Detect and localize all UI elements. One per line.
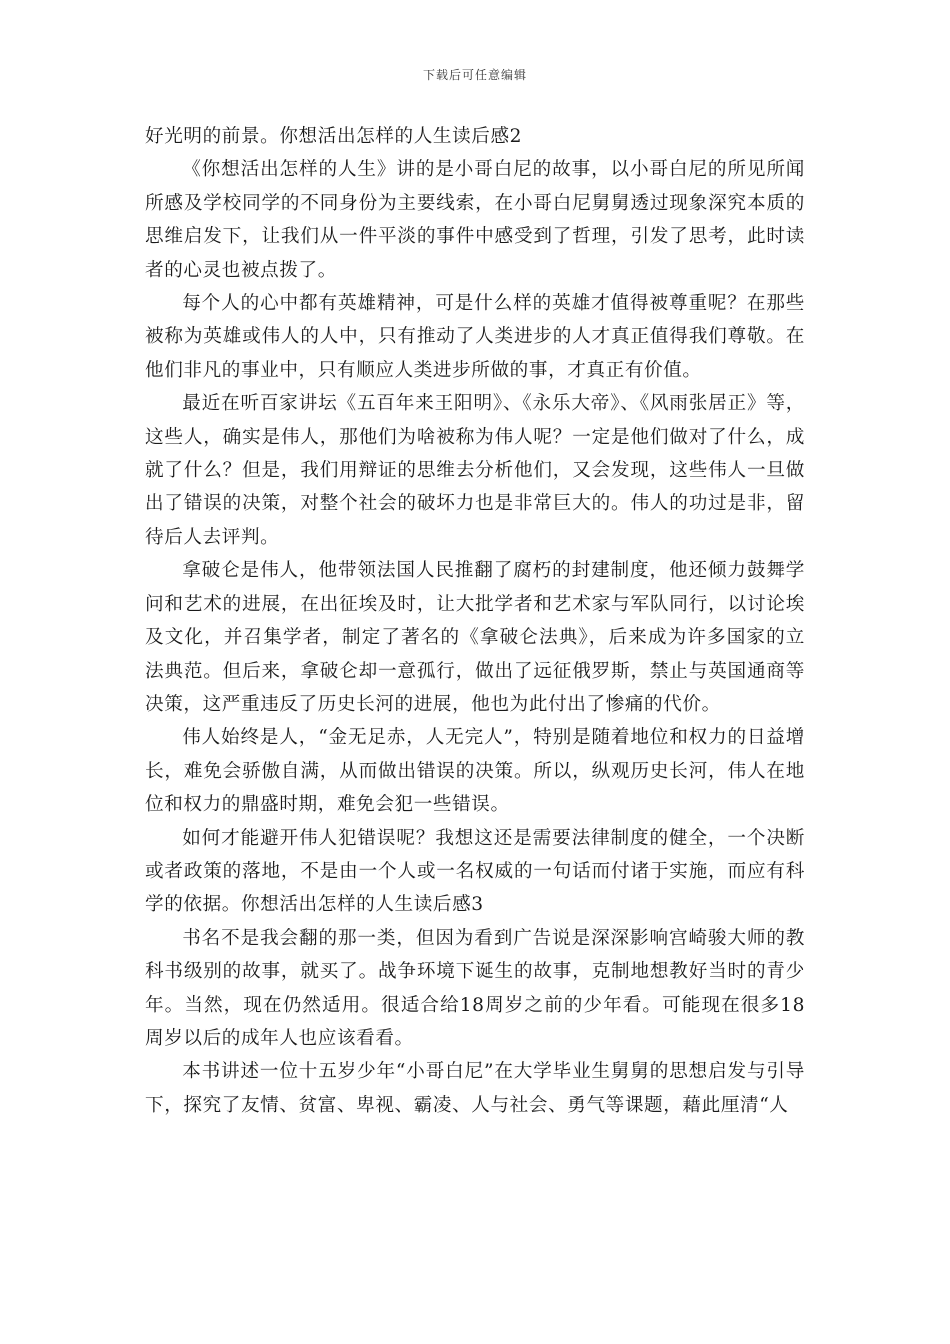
- paragraph-1: 好光明的前景。你想活出怎样的人生读后感2: [145, 126, 523, 147]
- paragraph-5: 拿破仑是伟人，他带领法国人民推翻了腐朽的封建制度，他还倾力鼓舞学问和艺术的进展，在出征埃及时，让大批学者和艺术家与军队同行，以讨论埃及文化，并召集学者，制定了著名的《拿破仑法典》，后来成为许多国家的立法典范。但后来，拿破仑却一意孤行，做出了远征俄罗斯，禁止与英国通商等决策，这严重违反了历史长河的进展，他也为此付出了惨痛的代价。: [145, 560, 805, 715]
- paragraph-8: 书名不是我会翻的那一类，但因为看到广告说是深深影响宫崎骏大师的教科书级别的故事，就买了。战争环境下诞生的故事，克制地想教好当时的青少年。当然，现在仍然适用。很适合给18周岁之前的少年看。可能现在很多18周岁以后的成年人也应该看看。: [145, 927, 805, 1049]
- paragraph-2: 《你想活出怎样的人生》讲的是小哥白尼的故事，以小哥白尼的所见所闻所感及学校同学的不同身份为主要线索，在小哥白尼舅舅透过现象深究本质的思维启发下，让我们从一件平淡的事件中感受到了哲理，引发了思考，此时读者的心灵也被点拨了。: [145, 159, 805, 281]
- paragraph-4: 最近在听百家讲坛《五百年来王阳明》、《永乐大帝》、《风雨张居正》等，这些人，确实是伟人，那他们为啥被称为伟人呢？一定是他们做对了什么，成就了什么？但是，我们用辩证的思维去分析他们，又会发现，这些伟人一旦做出了错误的决策，对整个社会的破坏力也是非常巨大的。伟人的功过是非，留待后人去评判。: [145, 393, 805, 548]
- document-body: [145, 120, 805, 1122]
- paragraph-6: 伟人始终是人，“金无足赤，人无完人”，特别是随着地位和权力的日益增长，难免会骄傲自满，从而做出错误的决策。所以，纵观历史长河，伟人在地位和权力的鼎盛时期，难免会犯一些错误。: [145, 727, 805, 816]
- paragraph-7: 如何才能避开伟人犯错误呢？我想这还是需要法律制度的健全，一个决断或者政策的落地，不是由一个人或一名权威的一句话而付诸于实施，而应有科学的依据。你想活出怎样的人生读后感3: [145, 827, 805, 916]
- paragraph-9: 本书讲述一位十五岁少年“小哥白尼”在大学毕业生舅舅的思想启发与引导下，探究了友情、贫富、卑视、霸凌、人与社会、勇气等课题，藉此厘清“人: [145, 1061, 805, 1116]
- paragraph-3: 每个人的心中都有英雄精神，可是什么样的英雄才值得被尊重呢？在那些被称为英雄或伟人的人中，只有推动了人类进步的人才真正值得我们尊敬。在他们非凡的事业中，只有顺应人类进步所做的事，才真正有价值。: [145, 293, 805, 381]
- page-header-note: 下载后可任意编辑: [422, 68, 527, 82]
